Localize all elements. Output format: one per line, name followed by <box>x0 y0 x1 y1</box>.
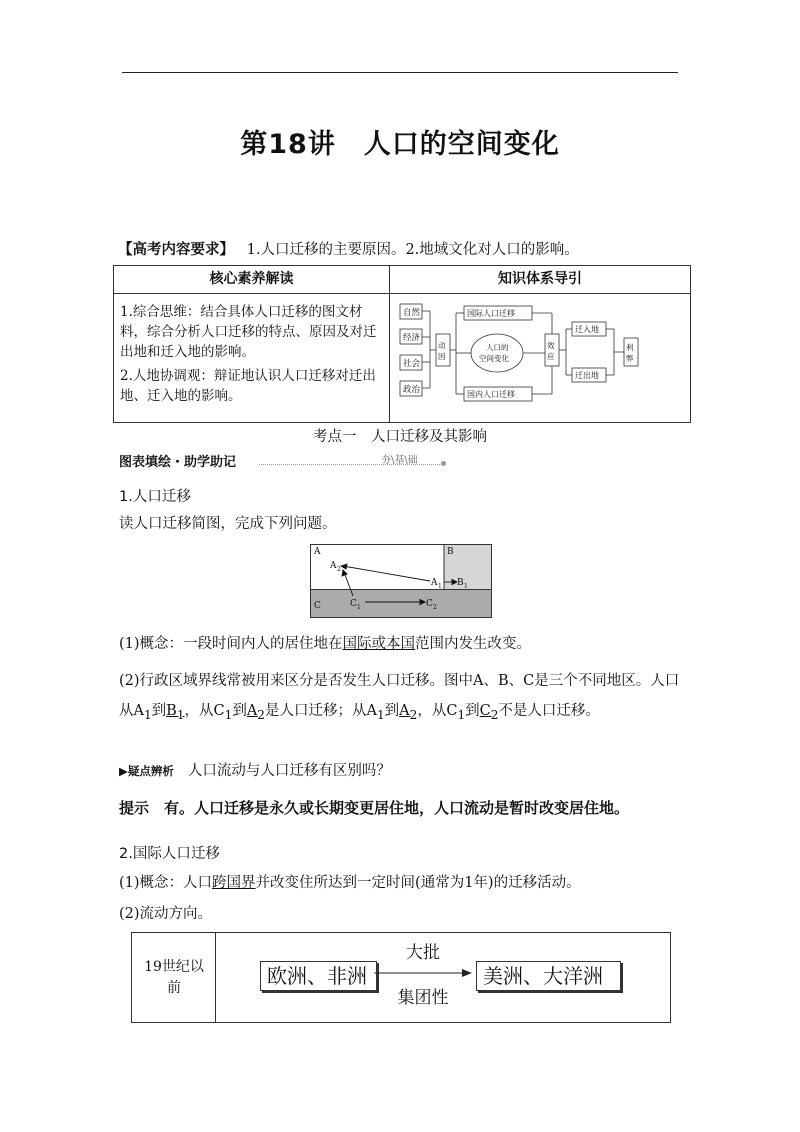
knowledge-diagram-cell <box>390 294 691 423</box>
region-b-label: B <box>447 547 454 557</box>
result-label: 利 <box>626 343 634 352</box>
origin-label: 迁出地 <box>575 371 599 380</box>
bp-e: 是人口迁移；从A <box>264 703 377 719</box>
concept-answer: 国际或本国 <box>342 636 416 652</box>
requirements-line <box>118 238 579 259</box>
bp-c: ，从C <box>184 703 225 719</box>
point-b1: B <box>457 578 464 588</box>
bp-h: 到 <box>465 703 480 719</box>
band-small: 夯\基\础 <box>381 455 418 466</box>
center-line1: 人口的 <box>486 343 509 352</box>
domestic-migration: 国内人口迁移 <box>467 390 515 399</box>
factor-nature: 自然 <box>403 308 421 318</box>
header-rule <box>122 72 678 73</box>
intl-concept <box>119 873 581 893</box>
center-line2: 空间变化 <box>479 354 509 363</box>
band-label: 图表填绘・助学助记 <box>119 455 237 470</box>
svg-text:2: 2 <box>337 566 341 573</box>
answer-a2: $A_2$ <box>246 703 265 722</box>
section1-intro: 读人口迁移简图，完成下列问题。 <box>119 516 337 532</box>
bp-g: ，从C <box>417 703 458 719</box>
requirements-tag: 【高考内容要求】 <box>118 242 234 258</box>
svg-text:1: 1 <box>357 604 361 611</box>
bp-i: 不是人口迁移。 <box>498 703 600 719</box>
bp-c-sub: 1 <box>224 707 233 722</box>
flow-divider <box>215 933 216 1022</box>
concept-post: 范围内发生改变。 <box>415 636 532 652</box>
literacy-item-1: 1.综合思维：结合具体人口迁移的图文材料，综合分析人口迁移的特点、原因及对迁出地和迁入地的影响。 <box>120 304 377 360</box>
literacy-cell <box>114 294 390 423</box>
boundary-paragraph <box>119 666 685 730</box>
section2-heading: 2.国际人口迁移 <box>119 846 220 862</box>
answer-b1: $B_1$ <box>166 703 185 722</box>
svg-text:弊: 弊 <box>626 354 634 363</box>
core-literacy-table <box>113 265 691 423</box>
page-title: 第18讲 人口的空间变化 <box>240 129 560 160</box>
answer-c2: $C_2$ <box>479 703 499 722</box>
bp-a-sub: 1 <box>143 707 152 722</box>
bp-d: 到 <box>232 703 247 719</box>
literacy-item-2: 2.人地协调观：辩证地认识人口迁移对迁出地、迁入地的影响。 <box>120 368 376 404</box>
flow-table <box>131 932 671 1023</box>
svg-text:1: 1 <box>464 583 468 590</box>
concept-paragraph <box>119 634 531 654</box>
factor-politics: 政治 <box>403 385 421 395</box>
intl-pre: (1)概念：人口 <box>119 875 213 891</box>
tip-row <box>119 759 391 780</box>
factor-society: 社会 <box>403 359 421 369</box>
effect-label: 效 <box>547 341 555 350</box>
intl-post: 并改变住所达到一定时间(通常为1年)的迁移活动。 <box>255 875 581 891</box>
svg-text:2: 2 <box>433 604 437 611</box>
flow-arrow <box>374 968 472 978</box>
point-a1: A <box>431 578 438 588</box>
knowledge-diagram <box>390 294 690 422</box>
requirements-text: 1.人口迁移的主要原因。2.地域文化对人口的影响。 <box>246 242 579 258</box>
flow-to-box: 美洲、大洋洲 <box>476 961 621 991</box>
svg-text:应: 应 <box>547 352 555 361</box>
flow-from-box: 欧洲、非洲 <box>260 961 377 991</box>
tip-question: 人口流动与人口迁移有区别吗？ <box>187 763 391 779</box>
flow-direction-label: (2)流动方向。 <box>119 906 213 922</box>
concept-pre: (1)概念：一段时间内人的居住地在 <box>119 636 343 652</box>
flow-label-bottom: 集团性 <box>397 988 449 1008</box>
factor-economy: 经济 <box>403 333 421 343</box>
migration-figure <box>310 544 492 618</box>
col2-header: 知识体系导引 <box>390 266 691 294</box>
section1-heading: 1.人口迁移 <box>119 489 191 505</box>
bp-g-sub: 1 <box>457 707 466 722</box>
band-dot <box>441 461 446 466</box>
tip-answer: 提示 有。人口迁移是永久或长期变更居住地，人口流动是暂时改变居住地。 <box>119 799 630 817</box>
kaodian-heading: 考点一 人口迁移及其影响 <box>313 429 487 445</box>
answer-a2-second: $A_2$ <box>399 703 418 722</box>
point-c1: C <box>350 599 357 609</box>
bp-e-sub: 1 <box>376 707 385 722</box>
point-c2: C <box>426 599 433 609</box>
region-c-label: C <box>314 601 321 611</box>
bp-b: 到 <box>151 703 167 719</box>
col1-header: 核心素养解读 <box>114 266 390 294</box>
svg-text:1: 1 <box>438 583 442 590</box>
svg-text:因: 因 <box>438 352 446 361</box>
bp-a: (2)行政区域界线常被用来区分是否发生人口迁移。图中A、B、C是三个不同地区。人口从A <box>119 673 680 719</box>
flow-era: 19世纪以前 <box>144 959 204 996</box>
cause-label: 动 <box>438 341 446 350</box>
flow-label-top: 大批 <box>406 943 440 963</box>
region-a-label: A <box>314 547 321 557</box>
point-a2: A <box>330 561 337 571</box>
dest-label: 迁入地 <box>575 325 599 334</box>
bp-f: 到 <box>384 703 400 719</box>
section-band <box>119 451 449 470</box>
intl-answer: 跨国界 <box>212 875 256 891</box>
tip-tag: ▶疑点辨析 <box>119 764 174 778</box>
intl-migration: 国际人口迁移 <box>467 309 515 318</box>
